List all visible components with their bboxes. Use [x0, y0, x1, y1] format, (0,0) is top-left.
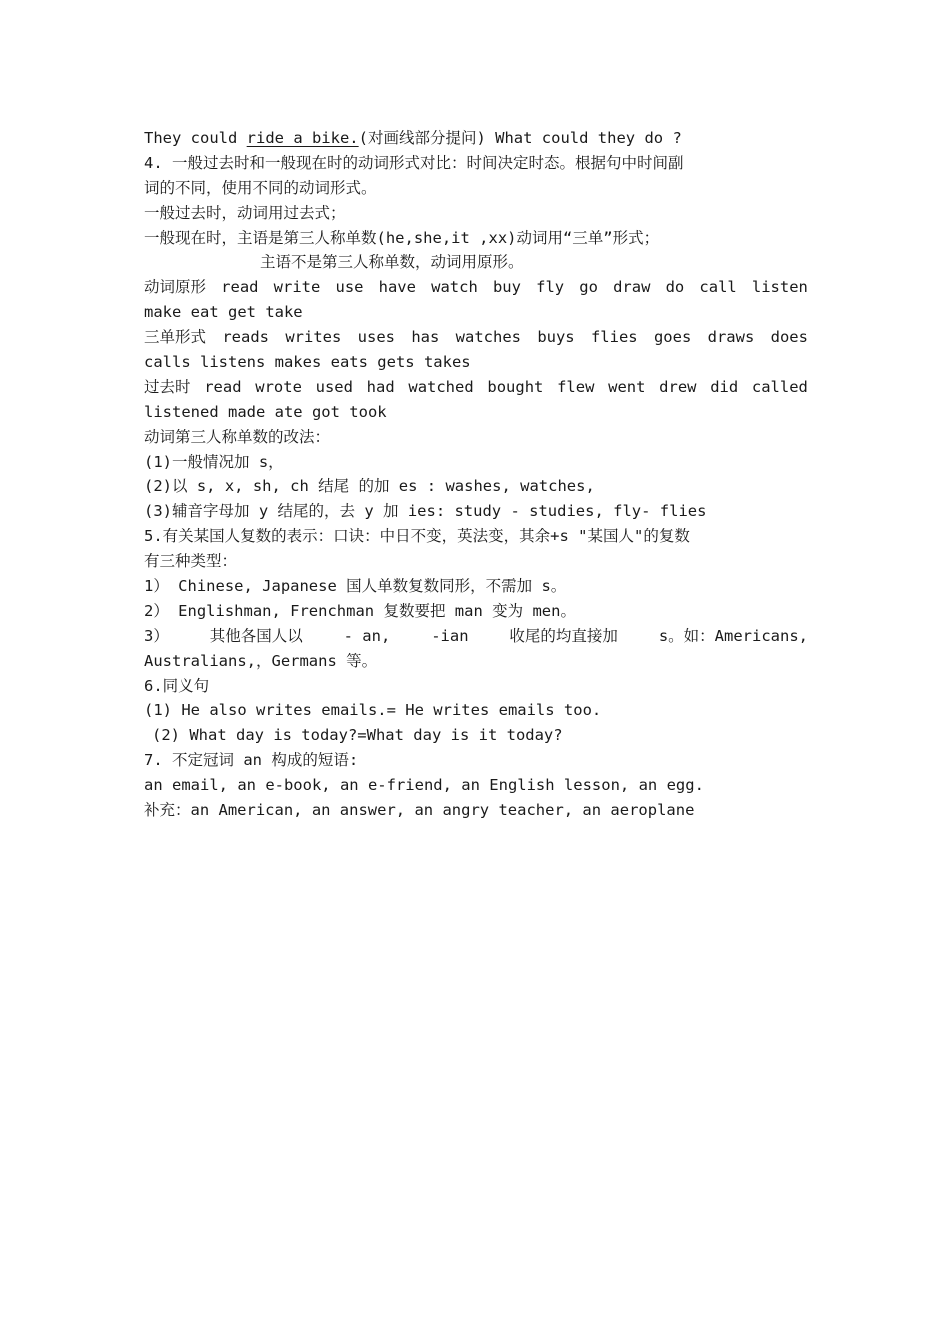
segment: 其他各国人以 [209, 626, 303, 645]
word: watches [455, 328, 521, 347]
past-form-row [144, 375, 808, 400]
third-person-row [144, 325, 808, 350]
synonym-sentence-2: (2) What day is today?=What day is it today? [152, 726, 563, 745]
word: watch [431, 278, 478, 297]
segment: s。如：Americans, [658, 626, 808, 645]
word: uses [357, 328, 395, 347]
word: had [366, 377, 395, 396]
word: buy [492, 278, 521, 297]
word: used [315, 377, 353, 396]
word: listen [751, 278, 808, 297]
base-form-row [144, 275, 808, 300]
section-6-heading: 6.同义句 [144, 676, 210, 695]
an-phrases-supplement: 补充：an American, an answer, an angry teacher, an aeroplane [144, 801, 695, 820]
word: fly [536, 278, 565, 297]
base-form-label: 动词原形 [144, 278, 207, 297]
past-form-label: 过去时 [144, 377, 191, 396]
word: have [378, 278, 416, 297]
word: flies [590, 328, 638, 347]
word: call [699, 278, 737, 297]
word: reads [222, 328, 270, 347]
word: goes [653, 328, 692, 347]
nationality-type-3-cont: Australians,，Germans 等。 [144, 651, 378, 670]
word: draw [613, 278, 651, 297]
an-phrases: an email, an e-book, an e-friend, an English lesson, an egg. [144, 776, 704, 795]
word: wrote [255, 377, 302, 396]
present-tense-rule: 一般现在时，主语是第三人称单数(he,she,it ,xx)动词用“三单”形式； [144, 228, 660, 247]
word: does [770, 328, 808, 347]
word: read [204, 377, 242, 396]
word: has [411, 328, 440, 347]
word: writes [285, 328, 342, 347]
underlined-phrase: ride a bike. [246, 129, 359, 147]
section-4-heading: 4. 一般过去时和一般现在时的动词形式对比：时间决定时态。根据句中时间副 [144, 153, 684, 172]
word: use [335, 278, 364, 297]
section-7-heading: 7. 不定冠词 an 构成的短语: [144, 751, 359, 770]
past-tense-rule: 一般过去时，动词用过去式； [144, 203, 346, 222]
document-body [144, 126, 808, 823]
question-line [144, 126, 808, 151]
section-4-heading-cont: 词的不同，使用不同的动词形式。 [144, 178, 377, 197]
word: read [221, 278, 259, 297]
present-tense-rule-cont: 主语不是第三人称单数，动词用原形。 [260, 253, 524, 272]
word: watched [408, 377, 474, 396]
word: go [579, 278, 598, 297]
word: do [665, 278, 685, 297]
word: buys [537, 328, 575, 347]
third-person-label: 三单形式 [144, 328, 207, 347]
nationality-type-3 [144, 624, 808, 649]
segment: 3） [144, 626, 169, 645]
rule-1: (1)一般情况加 s， [144, 452, 284, 471]
rule-3: (3)辅音字母加 y 结尾的，去 y 加 ies: study - studies, fly- flies [144, 502, 707, 521]
third-person-row-cont: calls listens makes eats gets takes [144, 353, 471, 372]
word: flew [557, 377, 595, 396]
rule-2: (2)以 s, x, sh, ch 结尾 的加 es : washes, watches, [144, 477, 595, 496]
nationality-type-2: 2） Englishman, Frenchman 复数要把 man 变为 men。 [144, 601, 576, 620]
third-person-rules-heading: 动词第三人称单数的改法： [144, 427, 331, 446]
segment: 收尾的均直接加 [509, 626, 618, 645]
nationality-type-1: 1） Chinese, Japanese 国人单数复数同形，不需加 s。 [144, 577, 567, 596]
word: write [273, 278, 321, 297]
word: went [608, 377, 646, 396]
segment: -ian [431, 626, 469, 645]
question-suffix: (对画线部分提问) What could they do ? [358, 129, 682, 147]
synonym-sentence-1: (1) He also writes emails.= He writes emails too. [144, 701, 602, 720]
word: draws [707, 328, 755, 347]
word: drew [659, 377, 697, 396]
word: did [710, 377, 739, 396]
word: bought [487, 377, 544, 396]
section-5-heading: 5.有关某国人复数的表示：口诀：中日不变，英法变，其余+s "某国人"的复数 [144, 527, 690, 546]
past-form-row-cont: listened made ate got took [144, 402, 387, 421]
question-prefix: They could [144, 129, 247, 147]
segment: - an, [343, 626, 391, 645]
section-5-heading-cont: 有三种类型： [144, 552, 238, 571]
base-form-row-cont: make eat get take [144, 303, 303, 322]
word: called [751, 377, 808, 396]
